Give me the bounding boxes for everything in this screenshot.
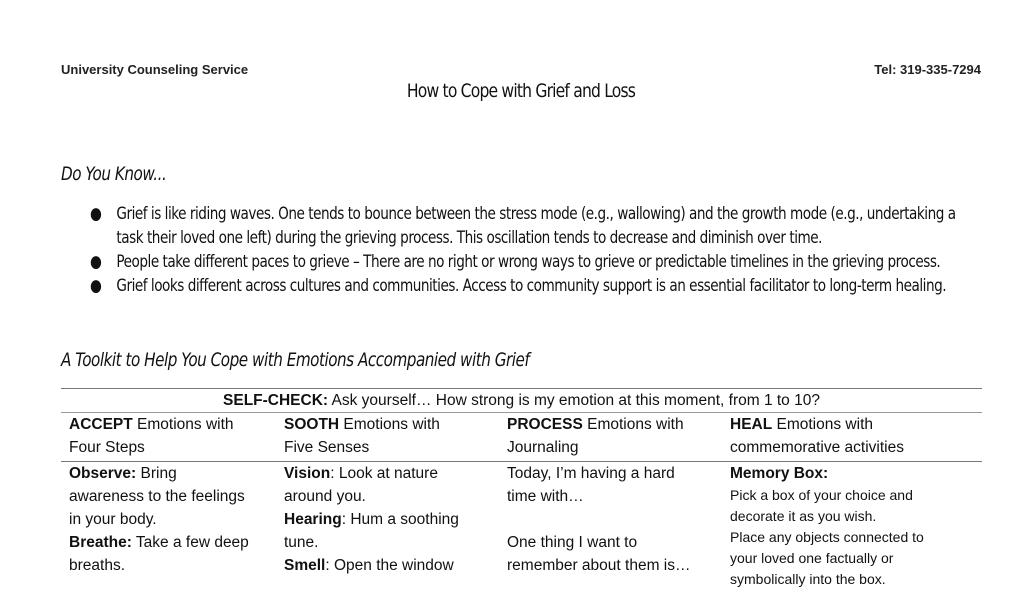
journal-prompt: time with… (507, 488, 584, 505)
observe-text: Bring (136, 465, 177, 482)
process-cell (499, 462, 722, 590)
column-header-keyword: ACCEPT (69, 416, 133, 433)
toolkit-table (61, 388, 982, 589)
self-check-label: SELF-CHECK: (223, 392, 329, 409)
memory-box-text: your loved one factually or (730, 550, 894, 566)
journal-prompt: remember about them is… (507, 557, 691, 574)
observe-text: in your body. (69, 511, 157, 528)
bullet-text-line: People take different paces to grieve – There are no right or wrong ways to grieve or predictable timelines in the grieving process. (116, 252, 941, 272)
column-header-subtext: Five Senses (284, 439, 370, 456)
smell-label: Smell (284, 557, 326, 574)
bullet-list (90, 202, 970, 298)
section-heading-toolkit: A Toolkit to Help You Cope with Emotions Accompanied with Grief (61, 349, 530, 371)
bullet-text-line: task their loved one left) during the grieving process. This oscillation tends to decrease and diminish over time. (116, 228, 823, 248)
column-header-subtext: commemorative activities (730, 439, 904, 456)
hearing-text: : Hum a soothing (341, 511, 459, 528)
bullet-dot-icon: ● (90, 276, 102, 296)
breathe-text: breaths. (69, 557, 126, 574)
phone-number: Tel: 319-335-7294 (874, 62, 981, 77)
column-header-keyword: PROCESS (507, 416, 583, 433)
column-header-text: Emotions with (772, 416, 873, 433)
list-item (90, 250, 970, 274)
table-header-row (61, 413, 982, 462)
column-header-text: Emotions with (582, 416, 684, 433)
org-name: University Counseling Service (61, 62, 249, 77)
bullet-dot-icon: ● (90, 252, 102, 272)
column-header-subtext: Journaling (507, 439, 579, 456)
vision-label: Vision (284, 465, 331, 482)
column-header-heal (722, 413, 982, 461)
self-check-text: Ask yourself… How strong is my emotion at this moment, from 1 to 10? (328, 392, 820, 409)
observe-text: awareness to the feelings (69, 488, 245, 505)
memory-box-text: symbolically into the box. (730, 571, 886, 587)
column-header-process (499, 413, 722, 461)
breathe-label: Breathe: (69, 534, 132, 551)
section-heading-do-you-know: Do You Know... (61, 163, 167, 185)
column-header-keyword: SOOTH (284, 416, 340, 433)
memory-box-text: Place any objects connected to (730, 529, 924, 545)
observe-label: Observe: (69, 465, 137, 482)
hearing-text: tune. (284, 534, 319, 551)
hearing-label: Hearing (284, 511, 342, 528)
column-header-keyword: HEAL (730, 416, 773, 433)
memory-box-label: Memory Box: (730, 465, 829, 482)
column-header-text: Emotions with (339, 416, 440, 433)
bullet-dot-icon: ● (90, 204, 102, 224)
smell-text: : Open the window (325, 557, 454, 574)
bullet-text-line: Grief looks different across cultures and communities. Access to community support is an essential facilitator to long-term healing. (116, 276, 947, 296)
bullet-text-line: Grief is like riding waves. One tends to bounce between the stress mode (e.g., wallowing) and the growth mode (e.g., undertaking a (116, 204, 956, 224)
table-body-row (61, 462, 982, 590)
list-item (90, 202, 970, 250)
vision-text: around you. (284, 488, 366, 505)
heal-cell (722, 462, 982, 590)
vision-text: : Look at nature (330, 465, 438, 482)
column-header-text: Emotions with (132, 416, 234, 433)
column-header-subtext: Four Steps (69, 439, 145, 456)
self-check-row (61, 389, 982, 413)
column-header-sooth (276, 413, 499, 461)
journal-prompt: One thing I want to (507, 534, 638, 551)
journal-prompt: Today, I’m having a hard (507, 465, 675, 482)
accept-cell (61, 462, 276, 590)
document-title: How to Cope with Grief and Loss (406, 80, 636, 102)
list-item (90, 274, 970, 298)
column-header-accept (61, 413, 276, 461)
memory-box-text: decorate it as you wish. (730, 508, 877, 524)
breathe-text: Take a few deep (131, 534, 249, 551)
sooth-cell (276, 462, 499, 590)
memory-box-text: Pick a box of your choice and (730, 487, 913, 503)
